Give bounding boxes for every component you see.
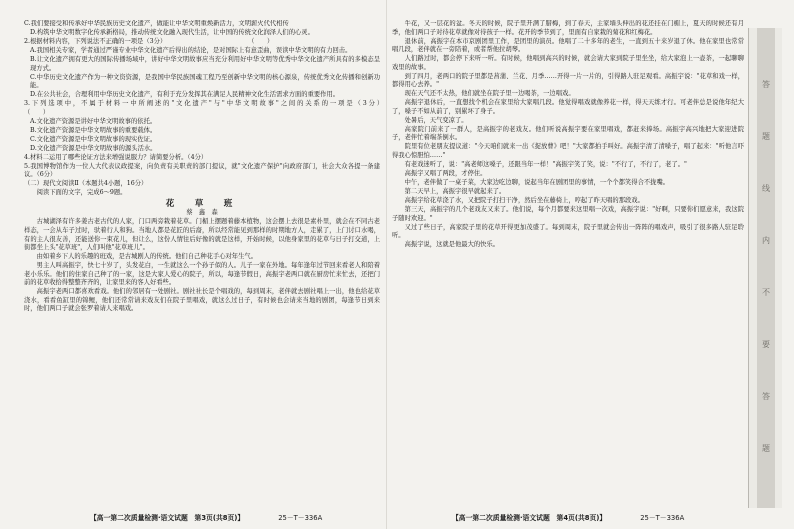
- question-list: [24, 20, 380, 198]
- question-line: C.文化遗产资源是中华文明故事的现实佐证。: [30, 135, 157, 143]
- gutter-char: 题: [762, 444, 770, 453]
- question-line: D.文化遗产资源是中华文明故事的源头活水。: [30, 144, 157, 152]
- passage-paragraph: 到了四月，老两口的院子里都是菖蒲、兰花、月季……开得一片一片的，引得路人驻足观看。高振宇说："花草和戏一样，都得用心去养。": [392, 72, 744, 89]
- passage-paragraph: 退休前，高振宇在本市京剧团里工作，是团里的演员。他唱了二十多年的老生，一直到五十来岁退了休。他在家里也常常唱几段，老伴就在一旁陪着，或者帮他拉胡琴。: [392, 37, 744, 54]
- passage-paragraph: 第二天早上，高振宇很早就起来了。: [404, 187, 506, 195]
- question-line: 3.下列选项中，不属于材料一中所阐述的"文化遗产"与"中华文明故事"之间的关系的一项是（3分） （ ）: [24, 100, 380, 116]
- question-line: 4.材料二运用了哪些论证方法来增强说服力？请简要分析。（4分）: [24, 153, 208, 161]
- left-page-column: [24, 20, 380, 507]
- passage-paragraph: 牛花，又一层花的盆。冬天的时候，院子里开满了腊梅，到了春天，主家墙头伸出的花还挂在门楣上，夏天的时候还有月季，他们两口子对待花草就像对待孩子一样。花开的季节到了，里面有自家栽的菊花和红梅花。: [392, 20, 744, 36]
- question-line: （二）现代文阅读Ⅱ（本题共4小题，16分）: [24, 180, 148, 188]
- question-line: B.让文化遗产拥有更大的国际传播场域中，讲好中华文明故事应当充分利用好中华文明等优秀中华文化遗产所具有的多模态呈现方式。: [30, 55, 380, 72]
- question-line: C.我们要接受和传承好中华民族历史文化遗产，做能让中华文明重焕新活力，文明薪火代代相传: [24, 20, 289, 27]
- passage-paragraph: 高家院门前来了一群人，是高振宇的老戏友。他们听说高振宇要在家里唱戏，都赶来捧场。高振宇高兴地把大家迎进院子，老伴忙着端茶倒水。: [392, 125, 744, 142]
- gutter-char: 线: [762, 184, 770, 193]
- gutter-char: 不: [762, 288, 770, 297]
- question-line: 阅读下面的文字，完成6～9题。: [36, 189, 127, 197]
- question-line: C.中华历史文化遗产作为一种文资资源，是我国中华民族国魂工程乃至创新中华文明的核心源泉，传统优秀文化传播和创新功能。: [30, 73, 380, 90]
- footer-label: 【高一第二次质量检测·语文试题 第3页(共8页)】: [90, 514, 245, 522]
- footer-page-3: [90, 512, 322, 522]
- passage-title: 花 草 班: [165, 198, 239, 209]
- passage-body-right: [392, 20, 744, 250]
- passage-paragraph: 处暑后，天气变凉了。: [404, 116, 468, 124]
- question-line: D.构筑中华文明数字化传承新格局，推动传统文化融入现代生活，让中国的传统文化润泽人们的心灵。: [30, 28, 314, 36]
- right-page-column: [392, 20, 744, 507]
- footer-code: 25－T－336A: [278, 514, 323, 522]
- page-fold: [386, 0, 387, 529]
- gutter-char: 答: [762, 392, 770, 401]
- footer-page-4: [452, 512, 684, 522]
- passage-paragraph: 人们路过时，都会停下来听一听。有时候，他唱到高兴的时候，就会请大家到院子里坐坐，给大家泡上一壶茶，一起聊聊戏里的故事。: [392, 55, 744, 71]
- passage-body-left: [24, 218, 380, 314]
- binding-gutter: [748, 28, 782, 508]
- passage-paragraph: 第三天，高振宇的几个老戏友又来了。他们说，每个月都要来这里唱一次戏，高振宇说："好啊，只要你们愿意来，我这院子随时欢迎。": [392, 205, 744, 222]
- passage-paragraph: 又过了些日子，高家院子里的花草开得更加茂盛了。每到周末，院子里就会传出一阵阵的唱戏声，吸引了很多路人驻足聆听。: [392, 223, 744, 240]
- passage-paragraph: 由如着乡下人的乐趣的班戏，是古城剧人的传统。他们自己种花手心对年生气。: [36, 253, 257, 261]
- question-line: A.文化遗产资源是讲好中华文明故事的依托。: [30, 117, 157, 125]
- passage-paragraph: 高振宇给花草浇了水，又把院子打扫干净，然后坐在藤椅上，哼起了昨天唱的那段戏。: [404, 196, 644, 204]
- passage-paragraph: 有老戏迷听了，说："高老师这嗓子，还跟当年一样！"高振宇笑了笑，说："不行了，不行了，老了。": [404, 161, 687, 169]
- gutter-char: 答: [762, 80, 770, 89]
- question-line: 2.根据材料内容，下列说法不正确的一项是（3分） （ ）: [24, 37, 274, 45]
- gutter-char: 题: [762, 132, 770, 141]
- passage-paragraph: 中午，老伴做了一桌子菜，大家边吃边聊，说起当年在剧团里的事情，一个个都笑得合不拢嘴。: [404, 178, 670, 186]
- passage-paragraph: 高振宇说，这就是他最大的快乐。: [404, 241, 500, 249]
- footer-label: 【高一第二次质量检测·语文试题 第4页(共8页)】: [452, 514, 607, 522]
- passage-author: 蔡 鑫 森: [186, 208, 218, 216]
- question-line: D.在公共社会，合理利用中华历史文化遗产，有利于充分发挥其在满足人民精神文化生活需求方面的重要作用。: [30, 91, 340, 99]
- passage-paragraph: 高振宇老两口都喜欢看戏。他们的邻居有一处剧社。剧社社长是个唱戏的，每到周末，老伴就去剧社唱上一出，他也给花草浇水，看看鱼缸里的锦鲤，他们还常常请来戏友们在院子里唱戏，就这么过日子，有时候也会请来当地的剧团，每逢节日到来时，他们两口子就会张罗着请人来唱戏。: [24, 288, 380, 313]
- passage-paragraph: 现在天气还不太热，他们就坐在院子里一边喝茶，一边唱戏。: [404, 90, 575, 98]
- passage-paragraph: 高振宇退休后，一直想找个机会在家里给大家唱几段。他觉得唱戏就像养花一样，得天天练才行。可老伴总是说他年纪大了，嗓子不如从前了，别累坏了身子。: [392, 99, 744, 115]
- passage-paragraph: 古城湖泽有许多姜古老古代的人家，门口两旁栽着花草。门楣上摆题着藤本植物，这会摆上去很是素朴里，就会在不同古老样态，一会从车子过时，驮着行人和狗。当地人都是花匠的后裔，所以经常能见到那样的时期地方人，走累了，上门讨口水喝，有的主人很友善，还能送你一束花儿，但让么，这份人情往后好像的就是这样，开始时候，以他身家里的花草与日子打交道，上街都坐上头"花草班"，人们叫他"花草班儿"。: [24, 218, 380, 252]
- question-line: A.我国相关专家，学者通过严谨专业中华文化遗产后得出的结论，是对国际上有意歪曲，误读中华文明的有力回击。: [30, 46, 352, 54]
- passage-paragraph: 院里有位老朋友提议道："今天咱们就来一出《捉放曹》吧！"大家都拍手叫好。高振宇清了清嗓子，唱了起来："听他言吓得我心惊胆怕……": [392, 143, 744, 160]
- question-line: B.文化遗产资源是中华文明故事的重要载体。: [30, 126, 157, 134]
- gutter-char: 要: [762, 340, 770, 349]
- question-line: 5.我国博物馆作为一位人大代表议政提案，向负责有关职责的部门提议，就"文化遗产保护"向政府部门，社会大众各提一条建议。（6分）: [24, 162, 380, 179]
- footer-code: 25－T－336A: [640, 514, 685, 522]
- gutter-char: 内: [762, 236, 770, 245]
- passage-paragraph: 高振宇又唱了两段，才停住。: [404, 170, 487, 177]
- passage-paragraph: 男主人叫高振宇，快七十岁了，头发花白，一生就这么一个孙子似的人。儿子一家在外地。每年逢年过节回来看老人和陪着老小乐乐。他们的住家自己种了的一家，这是大家人爱心的院子，所以，每逢节假日，高振宇老两口就在厨房忙来忙去，还把门前的花草收拾得整整齐齐的，让家里来的客人好看些。: [24, 262, 380, 287]
- gutter-band: [757, 28, 775, 508]
